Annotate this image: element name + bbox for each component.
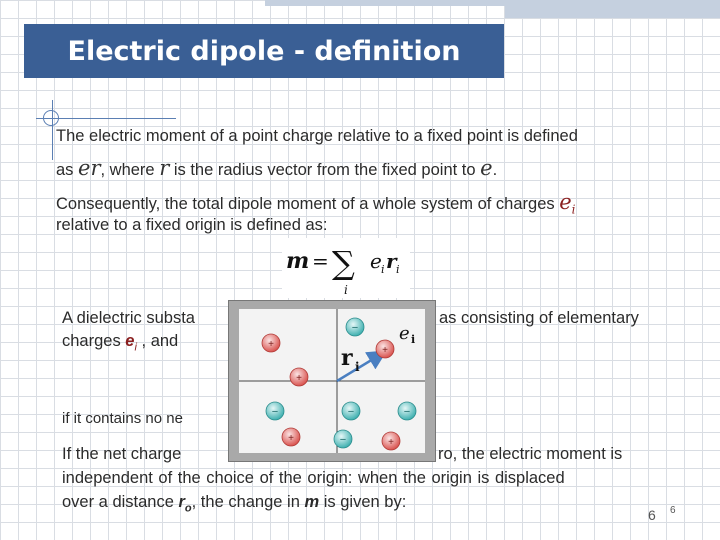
charges-diagram [228,300,436,462]
label-r: r [341,345,353,371]
paragraph-5-line-1a: If the net charge [62,445,182,463]
charge-sign: − [271,406,279,418]
charge-positive-3 [290,368,308,386]
label-e: e [399,323,410,344]
header-accent-bar [265,0,505,6]
charge-sign: + [296,373,302,384]
charge-negative-2 [266,402,284,420]
header-accent-strip [505,0,720,18]
formula-sum: ∑ [332,244,355,282]
charge-sign: + [388,437,394,448]
text-segment: . [492,161,498,179]
symbol-e: e [559,190,572,214]
paragraph-5-line-2: independent of the choice of the origin: when the origin is displaced [62,469,565,487]
charge-negative-3 [342,402,360,420]
charge-sign: + [288,433,294,444]
decorative-line-vertical [52,100,53,160]
charge-sign: − [403,406,411,418]
symbol-er: er [78,156,101,180]
symbol-m: m [304,493,320,511]
charge-sign: + [382,345,388,356]
formula-e: e [370,249,382,273]
charge-negative-1 [346,318,364,336]
text-segment: charges [62,332,126,350]
charges-diagram-svg [239,309,425,453]
paragraph-1-line-2 [56,157,497,181]
paragraph-3-line-1b: as consisting of elementary [439,309,639,327]
charge-sign: − [339,434,347,446]
subscript-i: i [571,202,576,217]
page-number-small: 6 [670,505,676,516]
symbol-r: r [178,493,185,511]
subscript-o: o [184,502,192,515]
text-segment: , and [136,332,179,350]
label-r-sub: i [355,360,360,374]
formula-r-sub: i [396,263,400,276]
symbol-e: e [125,332,135,350]
charge-negative-4 [398,402,416,420]
text-segment: , the change in [191,493,305,511]
charge-positive-4 [282,428,300,446]
label-e-sub: i [411,333,416,346]
paragraph-5-line-3 [62,490,406,520]
paragraph-3-line-2 [62,329,178,359]
formula-sum-index: i [344,283,348,297]
text-segment: is given by: [319,493,407,511]
paragraph-2-line-2: relative to a fixed origin is defined as: [56,216,328,234]
formula-equals: = [312,249,329,273]
text-segment: is the radius vector from the fixed point to [169,161,481,179]
formula-e-sub: i [381,263,385,276]
dipole-moment-formula [282,238,410,298]
text-segment: , where [100,161,160,179]
symbol-e: e [480,156,493,180]
formula-svg [282,238,410,298]
charge-positive-2 [376,340,394,358]
text-segment: as [56,161,79,179]
page-number: 6 [648,507,656,523]
decorative-circle [43,110,59,126]
text-segment: Consequently, the total dipole moment of a whole system of charges [56,195,560,213]
symbol-r: r [159,156,170,180]
charges-diagram-canvas [239,309,425,453]
charge-positive-5 [382,432,400,450]
charge-positive-1 [262,334,280,352]
paragraph-3-line-1a: A dielectric substa [62,309,195,327]
formula-m: m [286,248,310,274]
text-segment: over a distance [62,493,179,511]
subscript-i: i [134,341,137,354]
charge-sign: − [351,322,359,334]
paragraph-1-line-1: The electric moment of a point charge relative to a fixed point is defined [56,127,578,145]
slide-title: Electric dipole - definition [24,24,504,78]
charge-negative-5 [334,430,352,448]
charge-sign: − [347,406,355,418]
charge-sign: + [268,339,274,350]
paragraph-4-line-1: if it contains no ne [62,410,183,427]
formula-r: r [386,249,397,273]
paragraph-5-line-1b: ro, the electric moment is [438,445,623,463]
